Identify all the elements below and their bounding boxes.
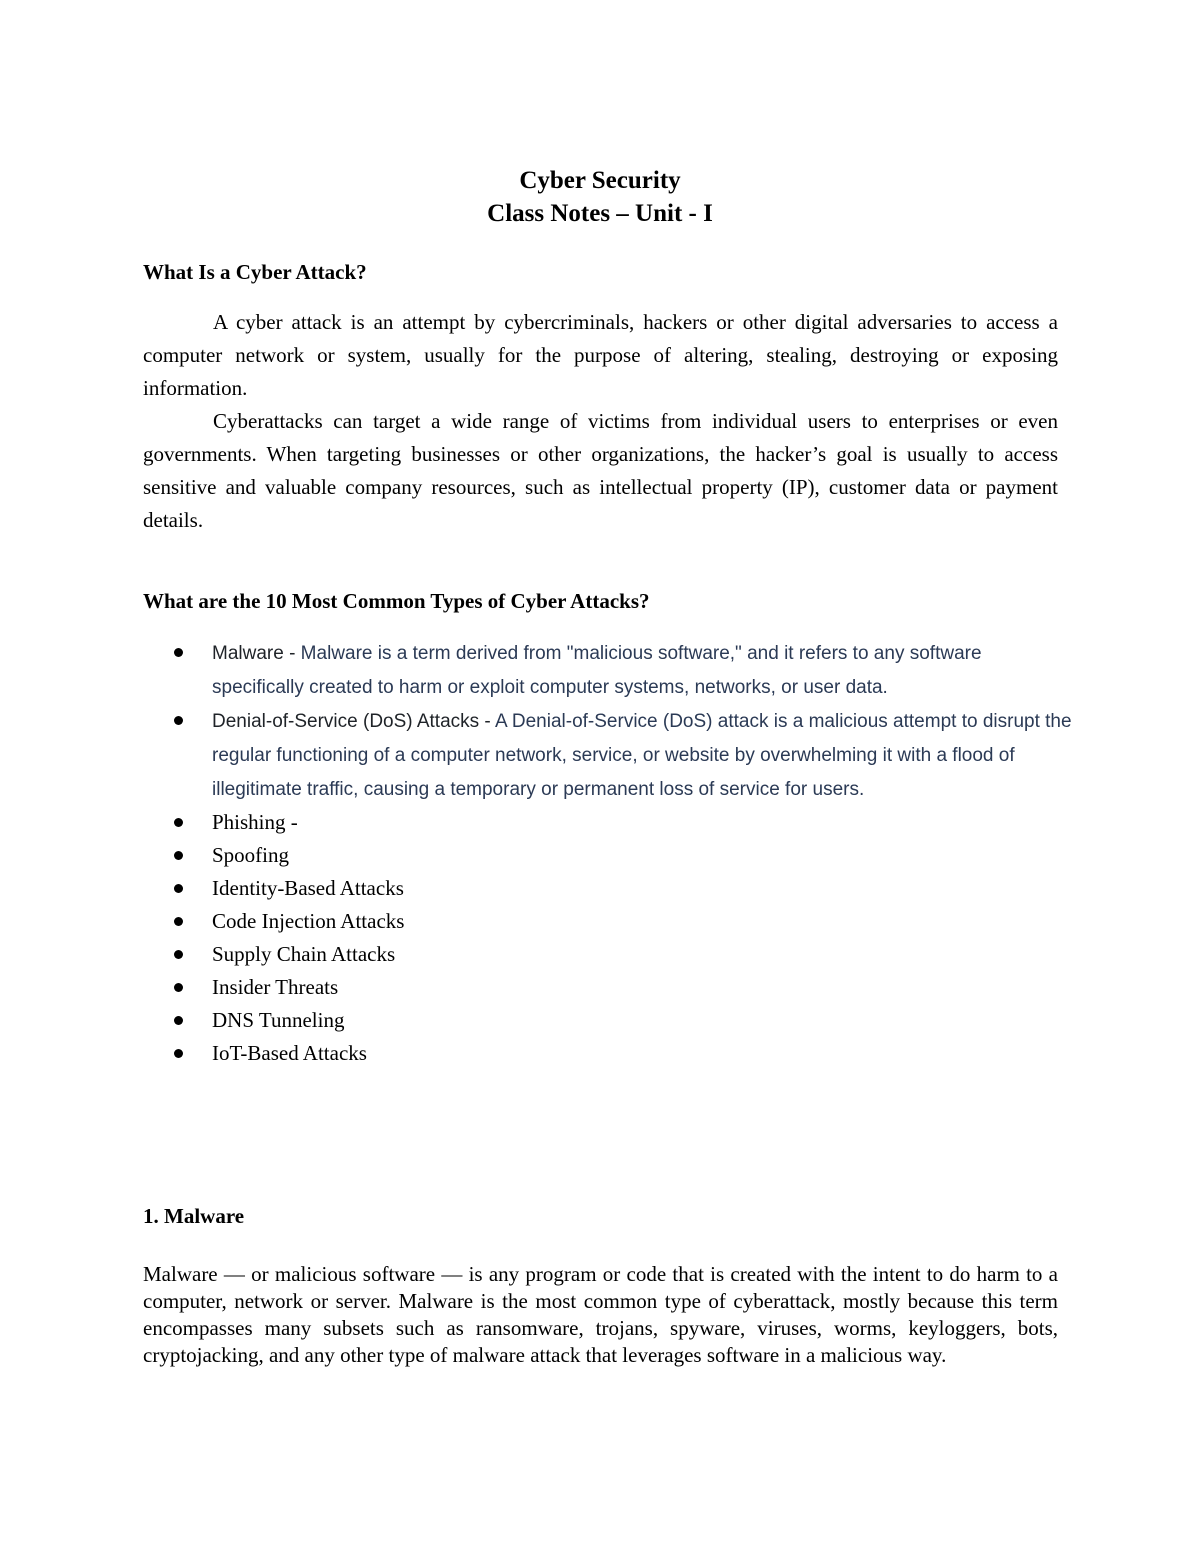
bullet-icon — [174, 818, 183, 827]
bullet-icon — [174, 851, 183, 860]
list-item — [172, 636, 1072, 704]
list-item — [172, 839, 1072, 872]
paragraph-malware: Malware — or malicious software — is any program or code that is created with the intent to do harm to a computer, network or server. Malware is the most common type of cyberattack, mostly because this term encompasses many subsets such as ransomware, trojans, spyware, viruses, worms, keyloggers, bots, cryptojacking, and any other type of malware attack that leverages software in a malicious way. — [143, 1262, 1058, 1367]
bullet-icon — [174, 648, 183, 657]
attack-types-list — [172, 636, 1072, 1070]
bullet-icon — [174, 983, 183, 992]
document-title — [0, 164, 1200, 230]
title-line-2: Class Notes – Unit - I — [487, 200, 713, 227]
list-item-description: Malware is a term derived from "malicious software," and it refers to any software specifically created to harm or exploit computer systems, networks, or user data. — [212, 643, 982, 698]
list-item-term: Insider Threats — [212, 975, 339, 999]
list-item-term: Spoofing — [212, 843, 290, 867]
bullet-icon — [174, 1049, 183, 1058]
list-item-description: A Denial-of-Service (DoS) attack is a malicious attempt to disrupt the regular functioning of a computer network, service, or website by overwhelming it with a flood of illegitimate traffic, causing a temporary or permanent loss of service for users. — [212, 711, 1072, 800]
list-item — [172, 704, 1072, 806]
list-item-term: Denial-of-Service (DoS) Attacks - — [212, 711, 491, 732]
bullet-icon — [174, 716, 183, 725]
bullet-icon — [174, 884, 183, 893]
list-item — [172, 971, 1072, 1004]
list-item-term: Phishing - — [212, 810, 298, 834]
bullet-icon — [174, 950, 183, 959]
list-item — [172, 1037, 1072, 1070]
list-item-term: Supply Chain Attacks — [212, 942, 396, 966]
list-item-term: Code Injection Attacks — [212, 909, 405, 933]
list-item-term: Malware - — [212, 643, 296, 664]
list-item — [172, 806, 1072, 839]
heading-malware: 1. Malware — [143, 1204, 245, 1228]
list-item — [172, 1004, 1072, 1037]
list-item-term: IoT-Based Attacks — [212, 1041, 367, 1065]
list-item — [172, 938, 1072, 971]
list-item — [172, 905, 1072, 938]
list-item-term: Identity-Based Attacks — [212, 876, 404, 900]
list-item-term: DNS Tunneling — [212, 1008, 345, 1032]
heading-what-is-cyber-attack: What Is a Cyber Attack? — [143, 260, 367, 284]
list-item — [172, 872, 1072, 905]
bullet-icon — [174, 1016, 183, 1025]
heading-common-types: What are the 10 Most Common Types of Cyber Attacks? — [143, 589, 650, 613]
paragraph-targets: Cyberattacks can target a wide range of victims from individual users to enterprises or even governments. When targeting businesses or other organizations, the hacker’s goal is usually to access sensitive and valuable company resources, such as intellectual property (IP), customer data or payment details. — [143, 409, 1058, 532]
paragraph-definition: A cyber attack is an attempt by cybercriminals, hackers or other digital adversaries to access a computer network or system, usually for the purpose of altering, stealing, destroying or exposing information. — [143, 310, 1058, 400]
title-line-1: Cyber Security — [519, 167, 681, 194]
bullet-icon — [174, 917, 183, 926]
